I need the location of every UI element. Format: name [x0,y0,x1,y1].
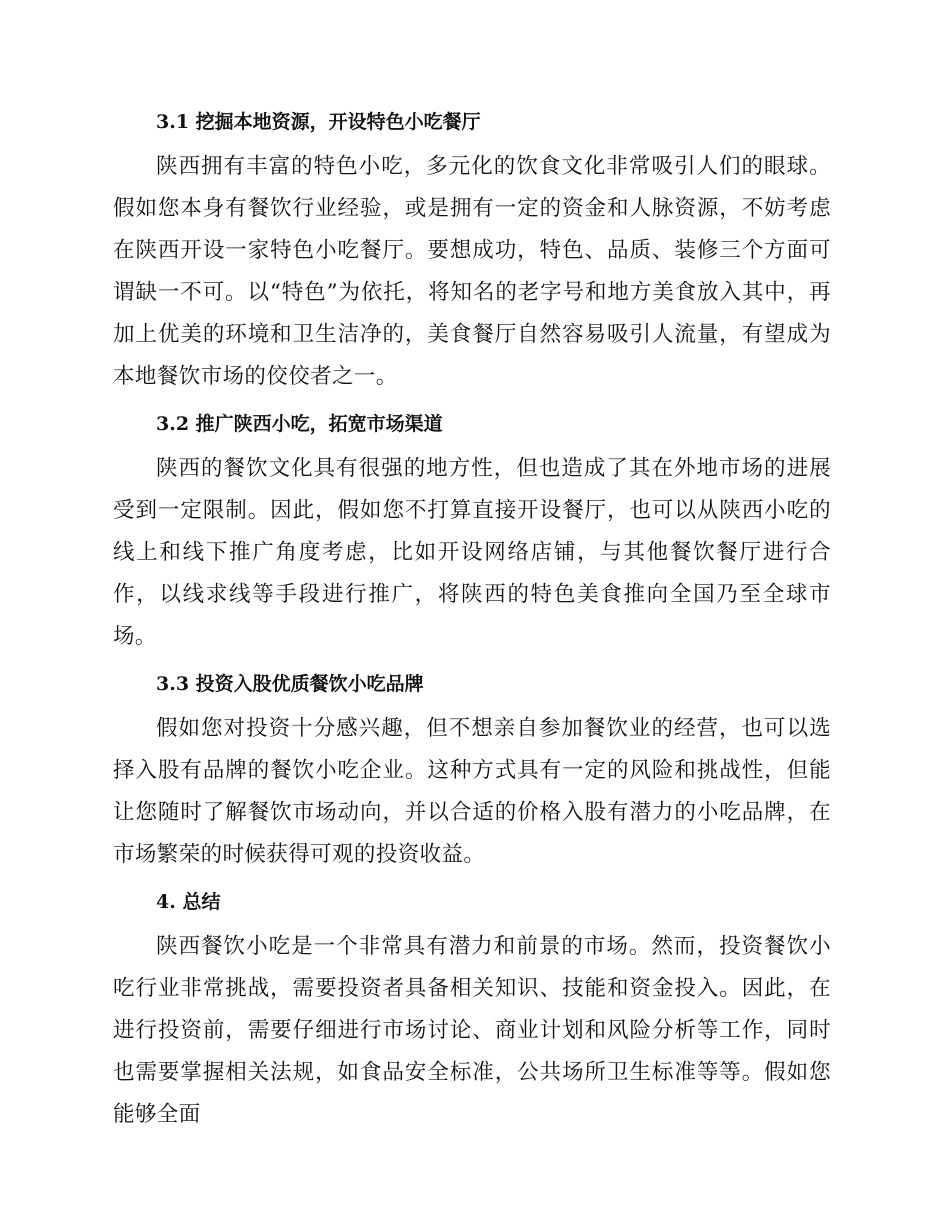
section-3-3 [113,670,831,876]
section-heading: 3.3 投资入股优质餐饮小吃品牌 [156,673,424,695]
section-heading: 4. 总结 [156,891,221,913]
section-heading: 3.2 推广陕西小吃，拓宽市场渠道 [156,413,443,435]
section-paragraph: 假如您对投资十分感兴趣，但不想亲自参加餐饮业的经营，也可以选择入股有品牌的餐饮小吃企业。这种方式具有一定的风险和挑战性，但能让您随时了解餐饮市场动向，并以合适的价格入股有潜力的小吃品牌，在市场繁荣的时候获得可观的投资收益。 [113,716,831,867]
section-paragraph: 陕西拥有丰富的特色小吃，多元化的饮食文化非常吸引人们的眼球。假如您本身有餐饮行业经验，或是拥有一定的资金和人脉资源，不妨考虑在陕西开设一家特色小吃餐厅。要想成功，特色、品质、装修三个方面可谓缺一不可。以“特色”为依托，将知名的老字号和地方美食放入其中，再加上优美的环境和卫生洁净的，美食餐厅自然容易吸引人流量，有望成为本地餐饮市场的佼佼者之一。 [113,154,831,389]
section-3-1 [113,108,831,398]
section-4-summary [113,888,831,1136]
section-3-2 [113,410,831,658]
section-paragraph: 陕西餐饮小吃是一个非常具有潜力和前景的市场。然而，投资餐饮小吃行业非常挑战，需要投资者具备相关知识、技能和资金投入。因此，在进行投资前，需要仔细进行市场讨论、商业计划和风险分析等工作，同时也需要掌握相关法规，如食品安全标准，公共场所卫生标准等等。假如您能够全面 [113,934,831,1127]
document-body [113,108,831,1148]
section-paragraph: 陕西的餐饮文化具有很强的地方性，但也造成了其在外地市场的进展受到一定限制。因此，假如您不打算直接开设餐厅，也可以从陕西小吃的线上和线下推广角度考虑，比如开设网络店铺，与其他餐饮餐厅进行合作，以线求线等手段进行推广，将陕西的特色美食推向全国乃至全球市场。 [113,456,831,649]
section-heading: 3.1 挖掘本地资源，开设特色小吃餐厅 [156,111,481,133]
